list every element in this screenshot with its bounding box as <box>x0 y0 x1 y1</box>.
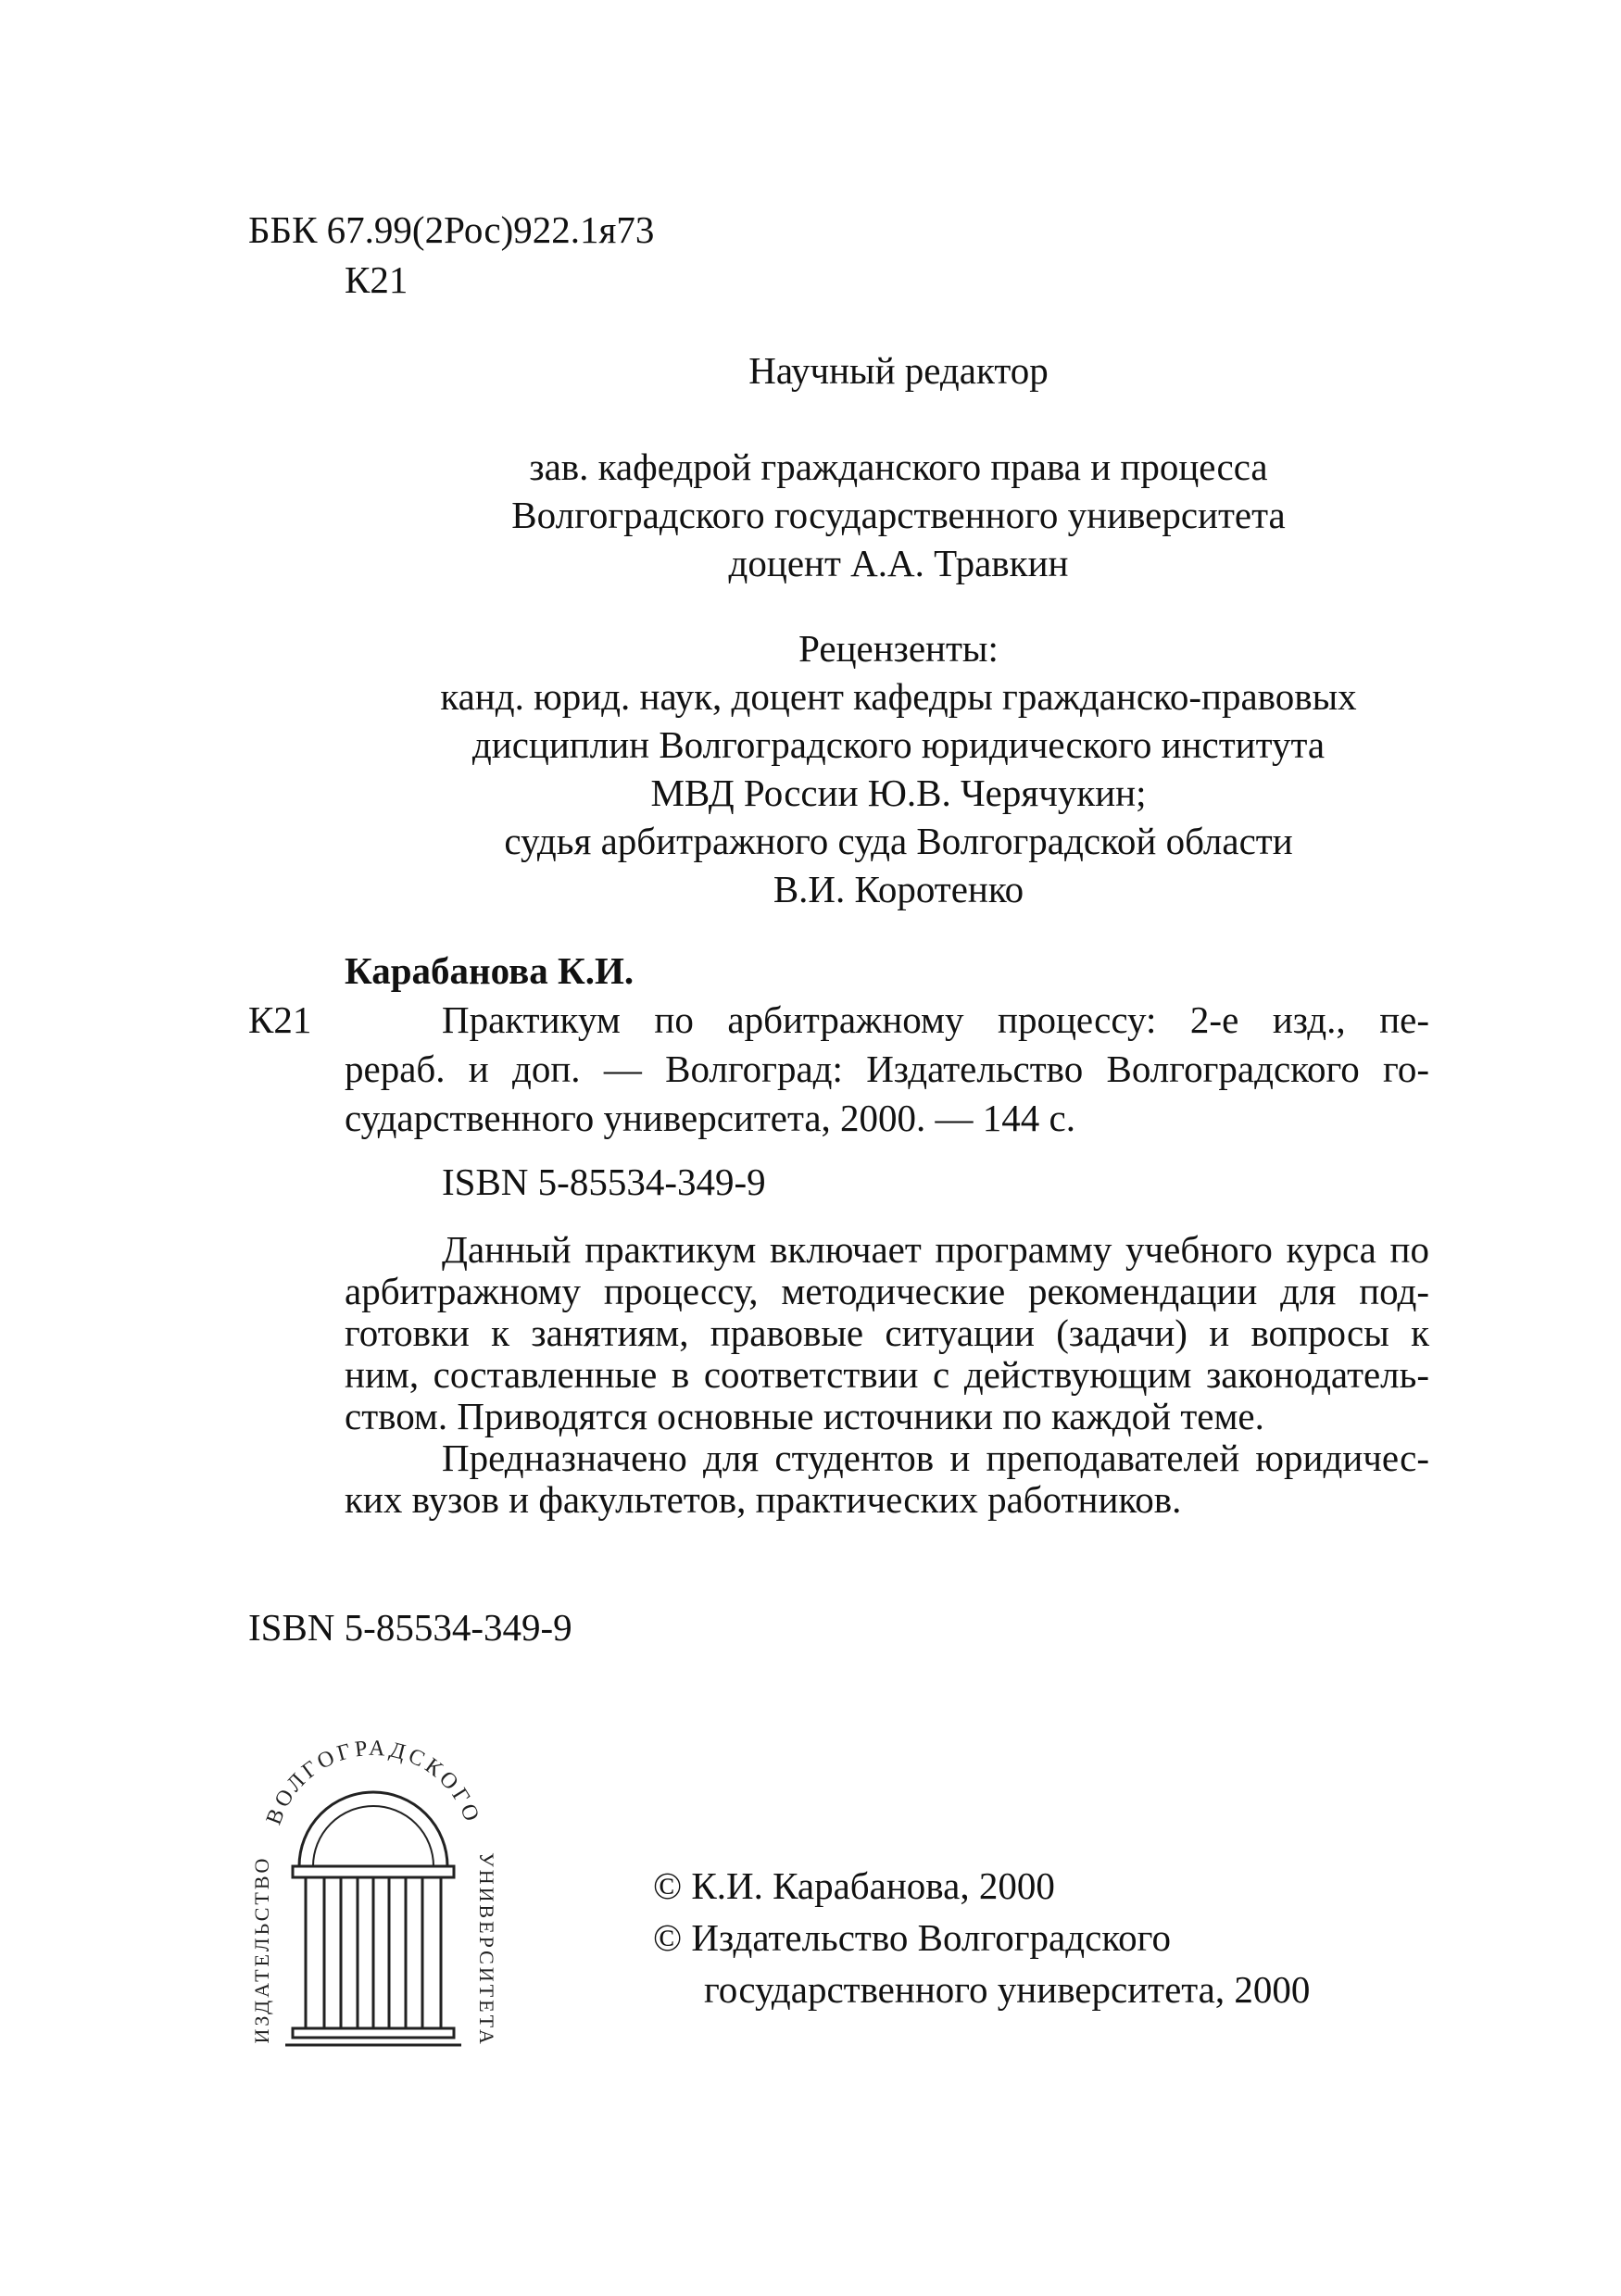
editor-line: зав. кафедрой гражданского права и процесса <box>529 445 1268 488</box>
reviewer-line: канд. юрид. наук, доцент кафедры гражданско-правовых <box>440 675 1357 718</box>
bbk-code: ББК 67.99(2Рос)922.1я73 <box>248 208 655 251</box>
reviewers-heading: Рецензенты: <box>798 627 999 670</box>
editor-heading: Научный редактор <box>748 349 1049 392</box>
annotation-line: готовки к занятиям, правовые ситуации (задачи) и вопросы к <box>345 1311 1429 1354</box>
catalog-isbn: ISBN 5-85534-349-9 <box>442 1161 766 1203</box>
bbk-author-mark: К21 <box>345 258 408 301</box>
editor-line: Волгоградского государственного университета <box>511 494 1286 536</box>
reviewer-line: судья арбитражного суда Волгоградской области <box>504 820 1293 862</box>
logo-arc-text: ВОЛГОГРАДСКОГО <box>261 1736 485 1828</box>
copyright-publisher: © Издательство Волгоградского <box>653 1916 1171 1959</box>
editor-line: доцент А.А. Травкин <box>728 542 1069 584</box>
catalog-author: Карабанова К.И. <box>345 949 635 992</box>
editor-details <box>278 443 1519 587</box>
logo-right-text: УНИВЕРСИТЕТА <box>475 1852 498 2047</box>
logo-columns <box>306 1877 441 2028</box>
catalog-line: Практикум по арбитражному процессу: 2-е изд., пе- <box>442 998 1429 1041</box>
annotation-line: ких вузов и факультетов, практических работников. <box>345 1478 1182 1521</box>
logo-entablature <box>293 1866 454 1877</box>
reviewer-line: дисциплин Волгоградского юридического института <box>471 723 1326 766</box>
reviewer-line: В.И. Коротенко <box>773 868 1024 910</box>
editor-section <box>278 346 1519 395</box>
publisher-logo <box>248 1686 498 2056</box>
catalog-mark: К21 <box>248 998 312 1041</box>
isbn-bottom: ISBN 5-85534-349-9 <box>248 1606 572 1649</box>
logo-dome-inner <box>313 1806 434 1866</box>
annotation-line: арбитражному процессу, методические рекомендации для под- <box>345 1270 1429 1312</box>
annotation-line: Данный практикум включает программу учебного курса по <box>442 1228 1429 1271</box>
logo-base <box>293 2028 454 2038</box>
annotation-line: ством. Приводятся основные источники по каждой теме. <box>345 1395 1264 1437</box>
annotation-line: Предназначено для студентов и преподавателей юридичес- <box>442 1437 1429 1479</box>
annotation-line: ним, составленные в соответствии с действующим законодатель- <box>345 1353 1429 1396</box>
catalog-line: сударственного университета, 2000. — 144 с. <box>345 1097 1076 1139</box>
reviewers-section <box>278 624 1519 913</box>
logo-left-text: ИЗДАТЕЛЬСТВО <box>250 1855 273 2044</box>
reviewer-line: МВД России Ю.В. Черячукин; <box>650 772 1147 814</box>
copyright-author: © К.И. Карабанова, 2000 <box>653 1864 1055 1907</box>
logo-dome-outer <box>299 1792 447 1866</box>
copyright-publisher-cont: государственного университета, 2000 <box>704 1968 1311 2011</box>
catalog-line: рераб. и доп. — Волгоград: Издательство Волгоградского го- <box>345 1048 1429 1090</box>
